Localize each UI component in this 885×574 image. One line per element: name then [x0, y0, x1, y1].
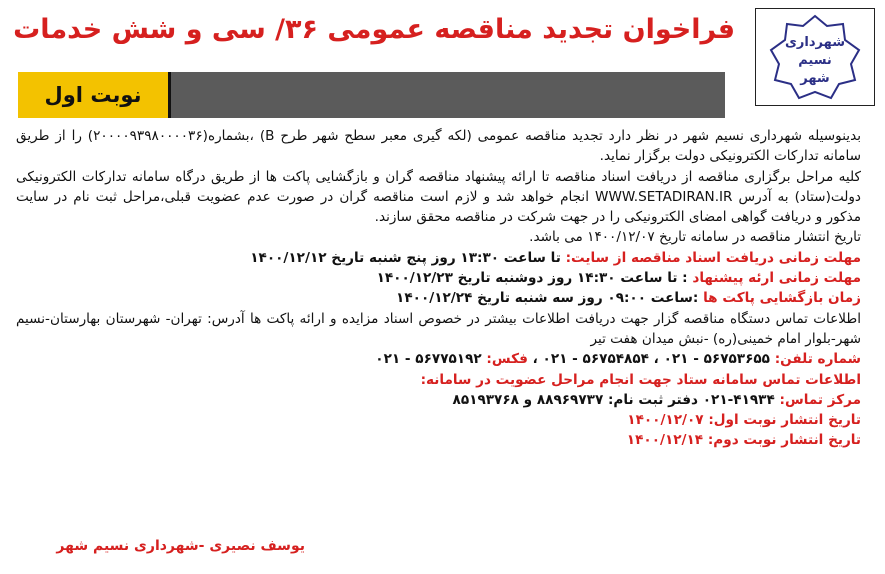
- notice-body: [16, 126, 861, 451]
- second-publication-value: ۱۴۰۰/۱۲/۱۴: [626, 432, 708, 449]
- setad-contact-heading: اطلاعات تماس سامانه ستاد جهت انجام مراحل عضویت در سامانه:: [420, 371, 861, 388]
- doc-deadline-value: تا ساعت ۱۳:۳۰ روز پنج شنبه تاریخ ۱۴۰۰/۱۲/۱۲: [250, 249, 566, 266]
- fax-value: ۵۶۷۷۵۱۹۲ - ۰۲۱: [375, 351, 487, 368]
- call-center-value: ۴۱۹۳۴-۰۲۱ دفتر ثبت نام: ۸۸۹۶۹۷۳۷ و ۸۵۱۹۳۷۶۸: [452, 391, 780, 408]
- offer-deadline-line: [16, 268, 861, 288]
- second-publication-label: تاریخ انتشار نوبت دوم:: [707, 432, 861, 449]
- doc-deadline-label: مهلت زمانی دریافت اسناد مناقصه از سایت:: [565, 249, 861, 266]
- first-publication-value: ۱۴۰۰/۱۲/۰۷: [627, 412, 709, 429]
- call-center-label: مرکز تماس:: [779, 391, 861, 408]
- procedure-paragraph: کلیه مراحل برگزاری مناقصه از دریافت اسناد مناقصه تا ارائه پیشنهاد مناقصه گران و بازگشایی پاکت ها از طریق درگاه سامانه تدارکات الکترونیکی دولت(ستاد) به آدرس WWW.SETADIRAN.IR انجام خواهد شد و لازم است مناقصه گران در صورت عدم عضویت قبلی،مراحل ثبت نام در سایت مذکور و دریافت گواهی امضای الکترونیکی را در جهت شرکت در مناقصه محقق سازند.: [16, 168, 861, 226]
- doc-deadline-line: [16, 248, 861, 268]
- municipality-logo: [755, 8, 875, 106]
- phone-line: [16, 349, 861, 369]
- signature: یوسف نصیری -شهرداری نسیم شهر: [56, 538, 305, 554]
- logo-line-2: نسیم: [798, 53, 832, 68]
- notice-bar: [165, 72, 725, 118]
- offer-deadline-label: مهلت زمانی ارئه پیشنهاد: [692, 270, 861, 287]
- opening-value: :ساعت ۰۹:۰۰ روز سه شنبه تاریخ ۱۴۰۰/۱۲/۲۴: [396, 290, 704, 307]
- notice-title: فراخوان تجدید مناقصه عمومی ۳۶/ سی و شش خدمات: [13, 14, 735, 45]
- publish-date-line: تاریخ انتشار مناقصه در سامانه تاریخ ۱۴۰۰/۱۲/۰۷ می باشد.: [529, 229, 861, 246]
- contact-info-paragraph: اطلاعات تماس دستگاه مناقصه گزار جهت دریافت اطلاعات بیشتر در خصوص اسناد مزایده و ارائه پاکت ها آدرس: تهران- شهرستان بهارستان-نسیم شهر-بلوار امام خمینی(ره) -نبش میدان هفت تیر: [16, 310, 861, 347]
- intro-paragraph: بدینوسیله شهرداری نسیم شهر در نظر دارد تجدید مناقصه عمومی (لکه گیری معبر سطح شهر طرح B) ،بشماره(۲۰۰۰۰۹۳۹۸۰۰۰۰۳۶) را از طریق سامانه تدارکات الکترونیکی دولت برگزار نماید.: [16, 128, 861, 165]
- fax-label: فکس:: [486, 351, 533, 368]
- call-center-line: [16, 390, 861, 410]
- notice-round-badge: نوبت اول: [18, 72, 171, 118]
- logo-line-3: شهر: [800, 71, 830, 86]
- phone-label: شماره تلفن:: [774, 351, 861, 368]
- logo-emblem-icon: [765, 12, 865, 102]
- first-publication-label: تاریخ انتشار نوبت اول:: [708, 412, 861, 429]
- logo-line-1: شهرداری: [785, 35, 845, 50]
- first-publication-line: [16, 410, 861, 430]
- phone-value: ۵۶۷۵۳۶۵۵ - ۰۲۱ ، ۵۶۷۵۴۸۵۴ - ۰۲۱ ،: [532, 351, 775, 368]
- second-publication-line: [16, 430, 861, 450]
- opening-label: زمان بازگشایی پاکت ها: [703, 290, 861, 307]
- offer-deadline-value: : تا ساعت ۱۴:۳۰ روز دوشنبه تاریخ ۱۴۰۰/۱۲/۲۳: [376, 270, 693, 287]
- opening-line: [16, 288, 861, 308]
